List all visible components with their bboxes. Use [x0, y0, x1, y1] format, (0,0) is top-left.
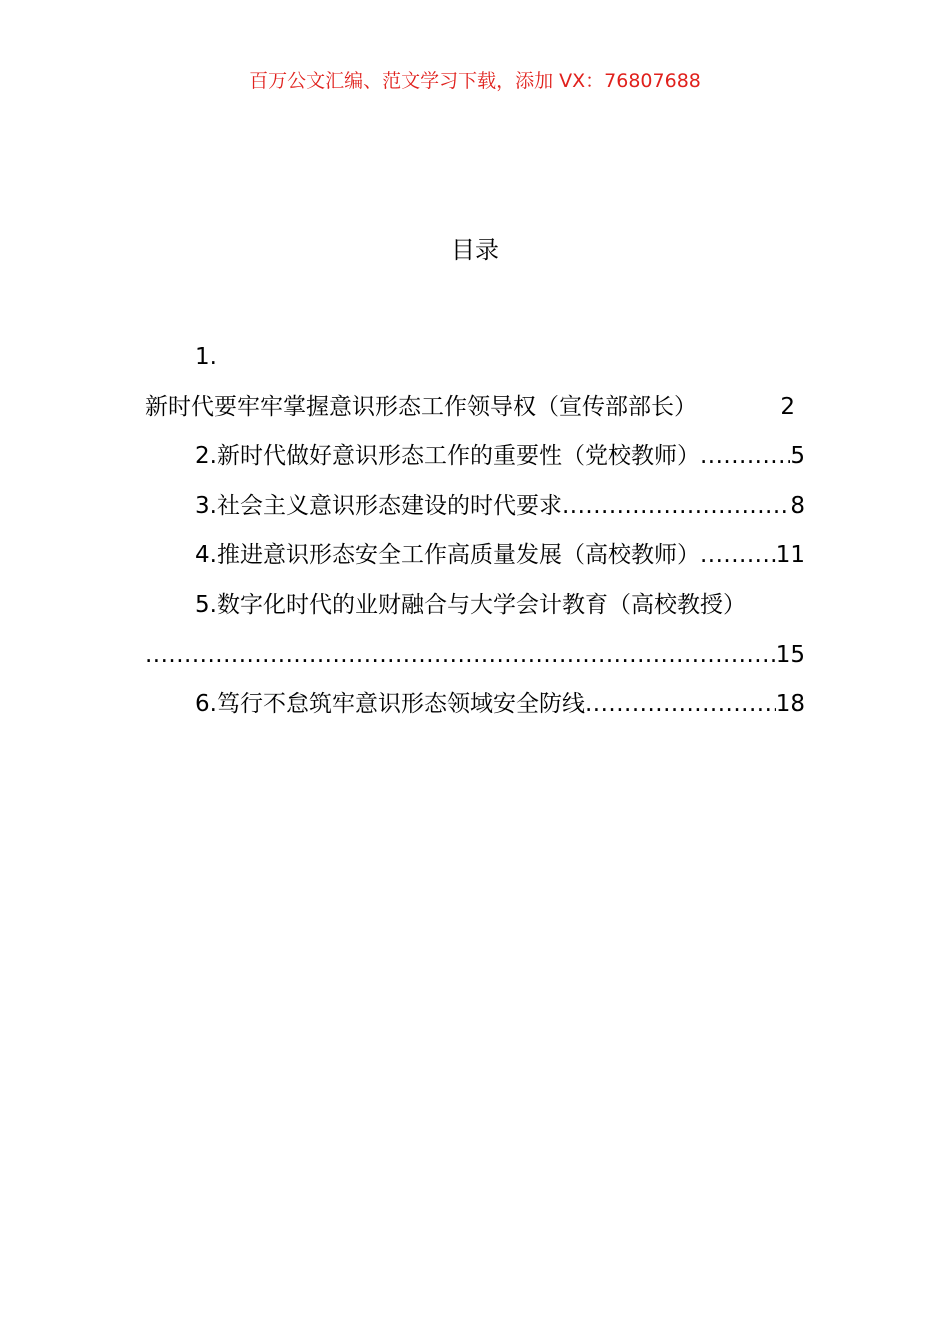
toc-entry-1[interactable]: [145, 383, 805, 433]
toc-entry-page: 15: [775, 641, 805, 668]
toc-entry-text: 新时代要牢牢掌握意识形态工作领导权（宣传部部长）: [145, 393, 697, 420]
toc-entry-page: 18: [775, 691, 805, 718]
toc-entry-5-continuation[interactable]: [145, 631, 805, 681]
toc-leader-dots: [585, 680, 776, 730]
toc-entry-page: 11: [775, 542, 805, 569]
toc-entry-4[interactable]: [145, 531, 805, 581]
toc-entry-page: 5: [790, 443, 805, 470]
toc-entry-6[interactable]: [145, 680, 805, 730]
toc-title: 目录: [451, 236, 499, 264]
toc-entry-number: 1.: [195, 344, 217, 370]
toc-entry-page: 8: [790, 492, 805, 519]
watermark-header: 百万公文汇编、范文学习下载，添加 VX：76807688: [249, 70, 701, 92]
table-of-contents: [145, 333, 805, 730]
toc-entry-text: 4.推进意识形态安全工作高质量发展（高校教师）: [195, 542, 700, 569]
toc-entry-page: 2: [780, 393, 795, 420]
toc-leader-dots: [562, 482, 790, 532]
toc-entry-3[interactable]: [145, 482, 805, 532]
toc-leader-dots: [700, 432, 790, 482]
toc-entry-text: 2.新时代做好意识形态工作的重要性（党校教师）: [195, 443, 700, 470]
toc-leader-dots: [145, 631, 776, 681]
toc-entry-text: 6.笃行不怠筑牢意识形态领域安全防线: [195, 691, 585, 718]
toc-entry-1-number-line[interactable]: [145, 333, 805, 383]
toc-entry-5[interactable]: [145, 581, 805, 631]
toc-entry-text: 5.数字化时代的业财融合与大学会计教育（高校教授）: [195, 591, 746, 618]
toc-entry-2[interactable]: [145, 432, 805, 482]
toc-leader-dots: [700, 531, 776, 581]
toc-entry-text: 3.社会主义意识形态建设的时代要求: [195, 492, 562, 519]
